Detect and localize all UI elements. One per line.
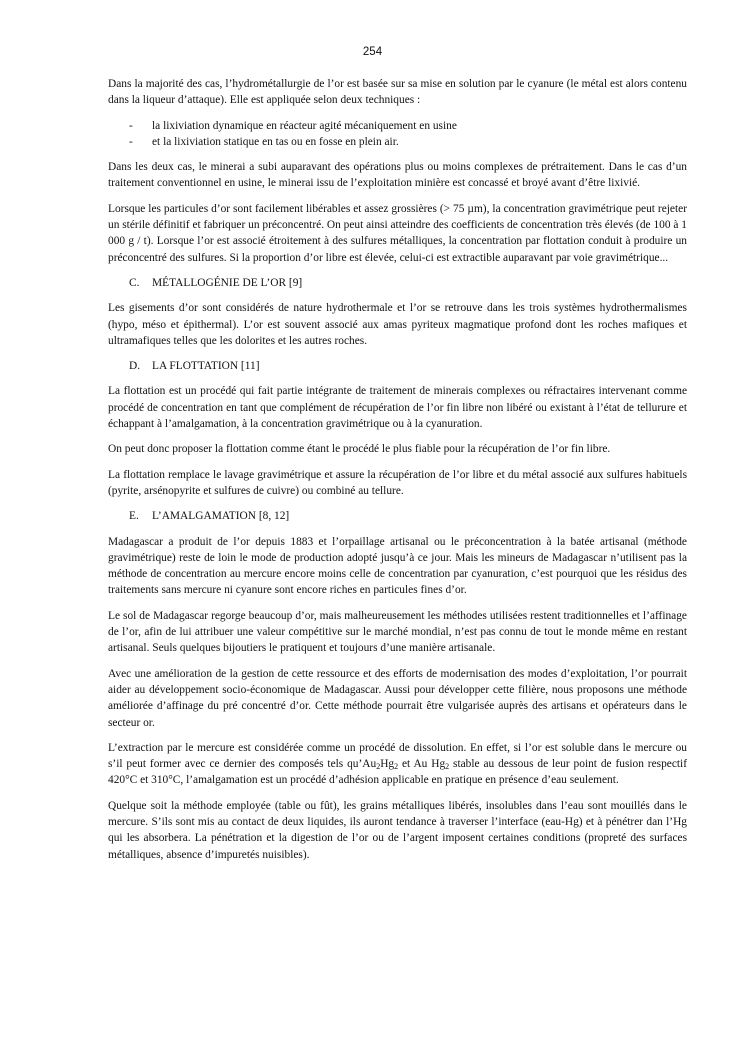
section-title: L’AMALGAMATION [8, 12] [152,510,290,523]
subscript: 2 [445,762,450,772]
flottation-paragraph-1: La flottation est un procédé qui fait partie intégrante de traitement de minerais complexes ou réfractaires intervenant comme procédé de concentration en tant que complément de récupération de l’or fin libre non libéré ou existant à l’état de tellurure et échappant à l’amalgamation, à la concentration gravimétrique ou à la cyanuration. [108,385,687,431]
techniques-list [108,118,687,151]
metallogenie-paragraph: Les gisements d’or sont considérés de nature hydrothermale et l’or se retrouve dans les trois systèmes hydrothermalismes (hypo, méso et épithermal). L’or est souvent associé aux amas pyriteux magmatique profond dont les roches mafiques et ultramafiques telles que les dolorites et les autres roches. [108,302,687,347]
subscript: 2 [376,762,381,772]
list-item-text: et la lixiviation statique en tas ou en fosse en plein air. [152,135,399,148]
page-body [108,76,687,872]
flottation-paragraph-2: On peut donc proposer la flottation comme étant le procédé le plus fiable pour la récupération de l’or fin libre. [108,443,611,456]
subscript: 2 [394,762,399,772]
section-heading-c [108,275,687,291]
list-item [108,134,687,150]
pretreatment-paragraph: Dans les deux cas, le minerai a subi auparavant des opérations plus ou moins complexes de prétraitement. Dans le cas d’un traitement conventionnel en usine, le minerai issu de l’exploitation minière est concassé et broyé avant d’être lixivié. [108,161,687,190]
amalgamation-paragraph-4 [108,740,687,789]
dash-bullet: - [129,119,133,132]
section-title: LA FLOTTATION [11] [152,360,260,373]
text-run: stable au dessous de leur point de fusion respectif 420°C et 310°C, l’amalgamation est un procédé d’adhésion applicable en pratique en présence d’eau seulement. [108,758,688,787]
section-heading-e [108,508,687,524]
list-item [108,118,687,134]
intro-paragraph: Dans la majorité des cas, l’hydrométallurgie de l’or est basée sur sa mise en solution par le cyanure (le métal est alors contenu dans la liqueur d’attaque). Elle est appliquée selon deux techniques : [108,78,687,107]
page-number: 254 [362,46,383,58]
section-letter: E. [129,510,139,523]
flottation-paragraph-3: La flottation remplace le lavage gravimétrique et assure la récupération de l’or libre et du métal associé aux sulfures habituels (pyrite, arsénopyrite et sulfures de cuivre) ou combiné au tellure. [108,468,687,497]
section-title: MÉTALLOGÉNIE DE L’OR [9] [152,276,303,289]
dash-bullet: - [129,135,133,148]
text-run: L’extraction par le mercure est considérée comme un procédé de dissolution. En effet, si l’or est soluble dans le mercure ou s’il peut former avec ce dernier des composés tels qu’Au [108,741,687,771]
section-heading-d [108,358,687,374]
amalgamation-paragraph-1: Madagascar a produit de l’or depuis 1883 et l’orpaillage artisanal ou le préconcentration à la batée artisanal (méthode gravimétrique) reste de loin le mode de production adopté jusqu’à ce jour. Mais les mineurs de Madagascar n’utilisent pas la méthode de concentration au mercure encore moins celle de concentration par cyanuration, c’est pourquoi que les résidus des traitements sans mercure ni cyanure sont encore riches en particules fines d’or. [108,535,687,597]
amalgamation-paragraph-3: Avec une amélioration de la gestion de cette ressource et des efforts de modernisation des modes d’exploitation, l’or pourrait aider au développement socio-économique de Madagascar. Aussi pour développer cette filière, nous proposons une méthode améliorée d’affinage du pré concentré d’or. Cette méthode pourrait être vulgarisée auprès des artisans et opérateurs dans le secteur or. [108,667,687,729]
amalgamation-paragraph-5: Quelque soit la méthode employée (table ou fût), les grains métalliques libérés, insolubles dans l’eau sont mouillés dans le mercure. S’ils sont mis au contact de deux liquides, ils auront tendance à traverser l’interface (eau-Hg) et à pénétrer dan l’Hg qui les absorbera. La pénétration et la digestion de l’or ou de l’argent imposent certaines conditions (propreté des surfaces métalliques, absence d’impuretés nuisibles). [108,799,687,861]
section-letter: D. [129,360,141,373]
section-letter: C. [129,276,140,289]
amalgamation-paragraph-2: Le sol de Madagascar regorge beaucoup d’or, mais malheureusement les méthodes utilisées restent traditionnelles et l’affinage de l’or, afin de lui attribuer une valeur compétitive sur le marché mondial, n’est pas connu de tout le monde même en restant artisanal. Seuls quelques bijoutiers le pratiquent et toujours d’une manière artisanale. [108,609,687,655]
list-item-text: la lixiviation dynamique en réacteur agité mécaniquement en usine [152,119,457,132]
particles-paragraph: Lorsque les particules d’or sont facilement libérables et assez grossières (> 75 µm), la concentration gravimétrique peut rejeter un stérile définitif et fabriquer un préconcentré. On peut ainsi atteindre des coefficients de concentration très élevés (de 100 à 1 000 g / t). Lorsque l’or est associé étroitement à des sulfures métalliques, la concentration par flottation conduit à produire un préconcentré des sulfures. Si la proportion d’or libre est élevée, celui-ci est extractible auparavant par voie gravimétrique... [108,202,687,264]
text-run: Hg [380,758,395,771]
text-run: et Au Hg [398,758,446,771]
